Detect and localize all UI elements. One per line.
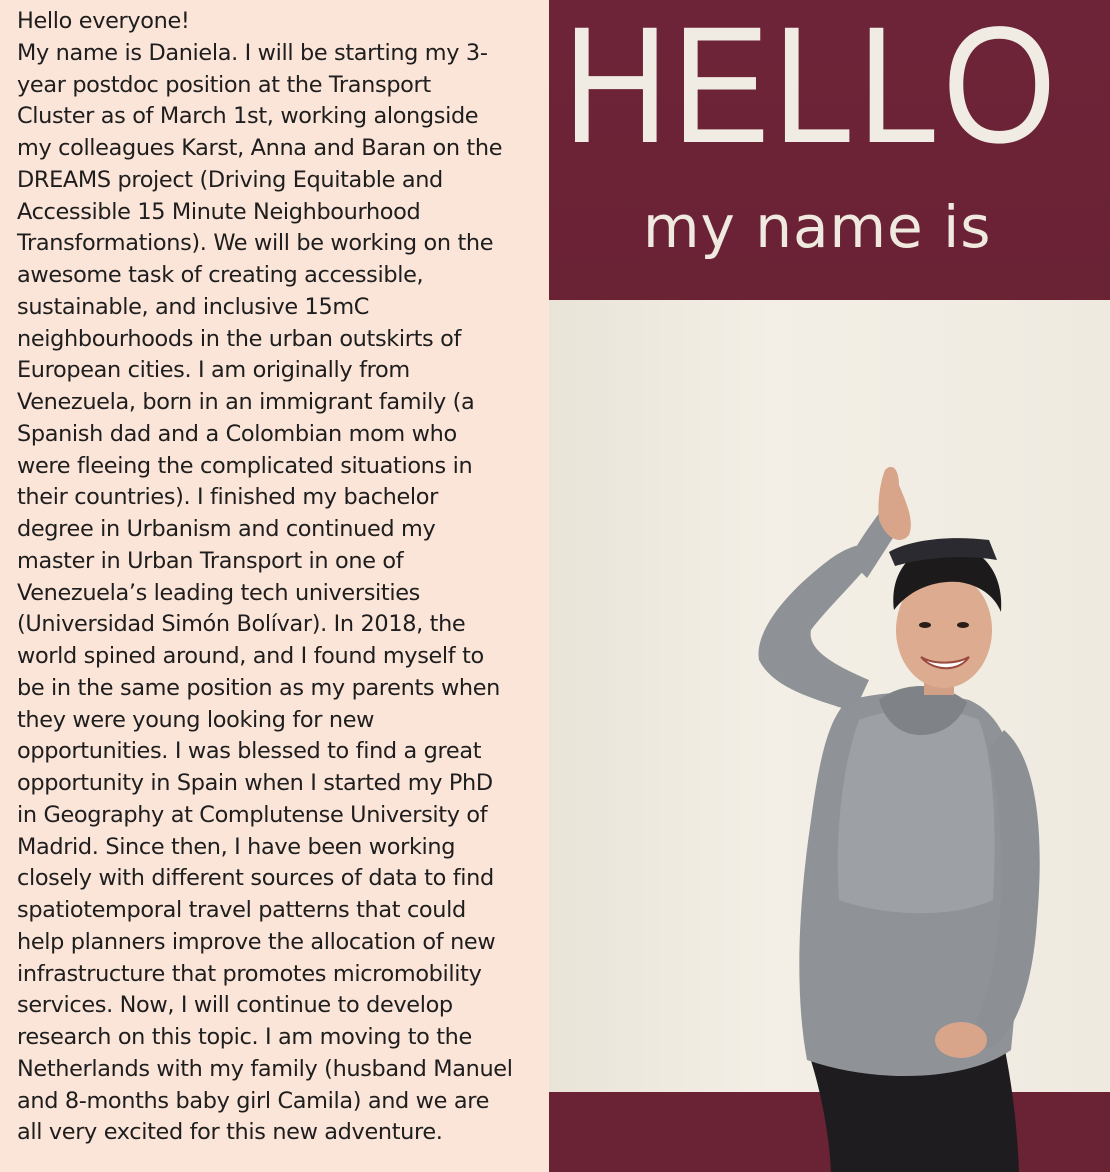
intro-line: closely with different sources of data to find [17, 865, 494, 892]
intro-line: world spined around, and I found myself to [17, 643, 484, 669]
intro-paragraph [17, 6, 535, 1149]
sweater-shade [838, 709, 995, 913]
intro-line: and 8-months baby girl Camila) and we are [17, 1087, 490, 1114]
intro-line: they were young looking for new [17, 706, 375, 733]
intro-line: be in the same position as my parents when [17, 674, 501, 701]
intro-line: sustainable, and inclusive 15mC [17, 293, 370, 320]
intro-line: all very excited for this new adventure. [17, 1119, 443, 1146]
intro-line: degree in Urbanism and continued my [17, 516, 436, 542]
intro-line: year postdoc position at the Transport [17, 71, 431, 98]
intro-line: in Geography at Complutense University of [17, 801, 488, 828]
intro-line: research on this topic. I am moving to the [17, 1024, 472, 1050]
intro-line: my colleagues Karst, Anna and Baran on the [17, 135, 503, 161]
intro-line: DREAMS project (Driving Equitable and [17, 166, 443, 193]
intro-line: Spanish dad and a Colombian mom who [17, 420, 457, 447]
intro-line: their countries). I finished my bachelor [17, 484, 439, 511]
intro-line: Transformations). We will be working on the [17, 230, 494, 257]
intro-line: Hello everyone! [17, 8, 190, 34]
intro-line: Madrid. Since then, I have been working [17, 833, 456, 860]
intro-line: awesome task of creating accessible, [17, 262, 424, 288]
intro-line: opportunity in Spain when I started my PhD [17, 770, 493, 796]
intro-text-panel [0, 0, 549, 1172]
intro-line: European cities. I am originally from [17, 357, 410, 384]
intro-line: neighbourhoods in the urban outskirts of [17, 325, 461, 352]
person-illustration [549, 0, 1110, 1172]
hello-my-name-is-photo [549, 0, 1110, 1172]
intro-line: Cluster as of March 1st, working alongside [17, 103, 479, 130]
intro-line: spatiotemporal travel patterns that could [17, 897, 466, 923]
intro-line: opportunities. I was blessed to find a great [17, 738, 482, 765]
intro-line: Venezuela’s leading tech universities [17, 579, 420, 606]
intro-line: (Universidad Simón Bolívar). In 2018, the [17, 611, 466, 638]
intro-line: infrastructure that promotes micromobility [17, 960, 482, 987]
intro-line: help planners improve the allocation of new [17, 928, 496, 955]
intro-line: master in Urban Transport in one of [17, 547, 404, 574]
intro-line: Venezuela, born in an immigrant family (a [17, 389, 475, 415]
intro-line: Netherlands with my family (husband Manuel [17, 1055, 513, 1082]
intro-line: were fleeing the complicated situations in [17, 452, 473, 479]
hand-on-hip [935, 1022, 987, 1058]
intro-line: My name is Daniela. I will be starting my 3- [17, 39, 488, 66]
intro-line: Accessible 15 Minute Neighbourhood [17, 198, 421, 225]
sign-my-name-is-text: my name is [643, 193, 992, 261]
intro-line: services. Now, I will continue to develop [17, 992, 453, 1019]
sign-hello-text: HELLO [563, 0, 1060, 178]
eye-right [957, 622, 969, 628]
eye-left [919, 622, 931, 628]
